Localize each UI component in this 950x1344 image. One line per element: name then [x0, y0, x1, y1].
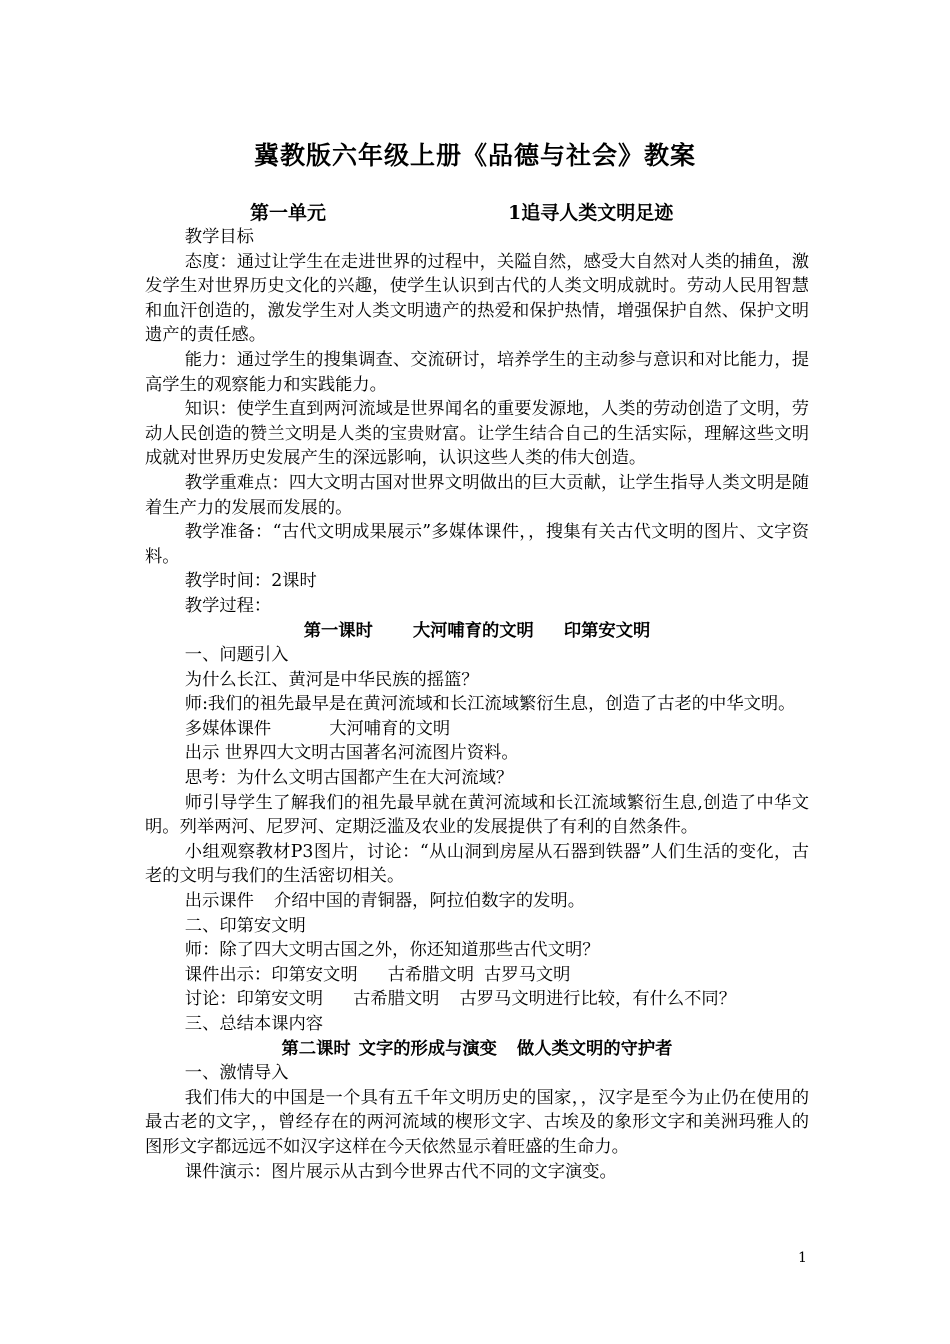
paragraph: 思考：为什么文明古国都产生在大河流域？: [184, 768, 514, 789]
lesson1-heading-part: 第一课时: [303, 620, 373, 641]
paragraph: 三、总结本课内容: [184, 1014, 324, 1034]
text-segment: 介绍中国的青铜器，阿拉伯数字的发明。: [273, 891, 585, 912]
lesson2-heading-part: 做人类文明的守护者: [516, 1038, 673, 1059]
text-segment: 古罗马文明进行比较，有什么不同？: [459, 989, 736, 1010]
lesson2-heading-part: 第二课时: [281, 1038, 351, 1059]
text-segment: 古罗马文明: [484, 964, 571, 985]
paragraph: [145, 717, 809, 742]
document-title: 冀教版六年级上册《品德与社会》教案: [253, 141, 696, 170]
paragraph: 小组观察教材P3图片，讨论：“从山洞到房屋从石器到铁器”人们生活的变化，古老的文明与我们的生活密切相关。: [145, 841, 809, 887]
paragraph: 一、激情导入: [184, 1063, 289, 1084]
text-segment: 讨论：印第安文明: [184, 989, 324, 1010]
paragraph: 教学目标: [184, 227, 254, 247]
lesson-name: 1追寻人类文明足迹: [508, 202, 674, 224]
lesson1-heading-part: 印第安文明: [563, 620, 651, 641]
paragraph: 师:我们的祖先最早是在黄河流域和长江流域繁衍生息，创造了古老的中华文明。: [184, 694, 796, 715]
document-body: [145, 225, 809, 1184]
text-segment: 多媒体课件: [184, 718, 272, 739]
text-segment: 出示课件: [184, 891, 254, 912]
paragraph: 我们伟大的中国是一个具有五千年文明历史的国家，，汉字是至今为止仍在使用的最古老的文字，，曾经存在的两河流域的楔形文字、古埃及的象形文字和美洲玛雅人的图形文字都远远不如汉字这样在今天依然显示着旺盛的生命力。: [145, 1087, 809, 1157]
unit-heading: [0, 198, 950, 224]
paragraph: 能力：通过学生的搜集调查、交流研讨，培养学生的主动参与意识和对比能力，提高学生的观察能力和实践能力。: [145, 349, 809, 395]
paragraph: 一、问题引入: [184, 645, 289, 666]
paragraph: 课件演示：图片展示从古到今世界古代不同的文字演变。: [184, 1161, 617, 1182]
unit-name: 第一单元: [250, 202, 327, 224]
paragraph: 二、印第安文明: [184, 915, 306, 936]
text-segment: 课件出示：印第安文明: [184, 964, 358, 985]
lesson2-heading-part: 文字的形成与演变: [358, 1038, 497, 1059]
paragraph: 态度：通过让学生在走进世界的过程中，关隘自然，感受大自然对人类的捕鱼，激发学生对世界历史文化的兴趣，使学生认识到古代的人类文明成就时。劳动人民用智慧和血汗创造的，激发学生对人类文明遗产的热爱和保护热情，增强保护自然、保护文明遗产的责任感。: [145, 251, 809, 346]
lesson1-heading: [145, 619, 809, 644]
paragraph: 出示 世界四大文明古国著名河流图片资料。: [184, 743, 519, 764]
paragraph: [145, 889, 809, 914]
paragraph: 教学重难点：四大文明古国对世界文明做出的巨大贡献，让学生指导人类文明是随着生产力的发展而发展的。: [145, 472, 809, 518]
text-segment: 古希腊文明: [387, 964, 475, 985]
paragraph: 教学准备：“古代文明成果展示”多媒体课件，，搜集有关古代文明的图片、文字资料。: [145, 522, 809, 567]
paragraph: 教学时间：2课时: [184, 571, 317, 592]
paragraph: 教学过程：: [184, 595, 272, 616]
paragraph: 师：除了四大文明古国之外，你还知道那些古代文明？: [184, 940, 600, 961]
paragraph: [145, 963, 809, 988]
paragraph: [145, 987, 809, 1012]
paragraph: 师引导学生了解我们的祖先最早就在黄河流域和长江流域繁衍生息,创造了中华文明。列举两河、尼罗河、定期泛滥及农业的发展提供了有利的自然条件。: [145, 792, 809, 838]
text-segment: 大河哺育的文明: [329, 718, 451, 739]
paragraph: 知识：使学生直到两河流域是世界闻名的重要发源地，人类的劳动创造了文明，劳动人民创造的赞兰文明是人类的宝贵财富。让学生结合自己的生活实际，理解这些文明成就对世界历史发展产生的深远影响，认识这些人类的伟大创造。: [145, 399, 809, 469]
paragraph: 为什么长江、黄河是中华民族的摇篮？: [184, 669, 479, 690]
page-number: 1: [798, 1250, 807, 1266]
text-segment: 古希腊文明: [353, 989, 440, 1010]
lesson2-heading: [145, 1037, 809, 1062]
lesson1-heading-part: 大河哺育的文明: [412, 620, 534, 641]
